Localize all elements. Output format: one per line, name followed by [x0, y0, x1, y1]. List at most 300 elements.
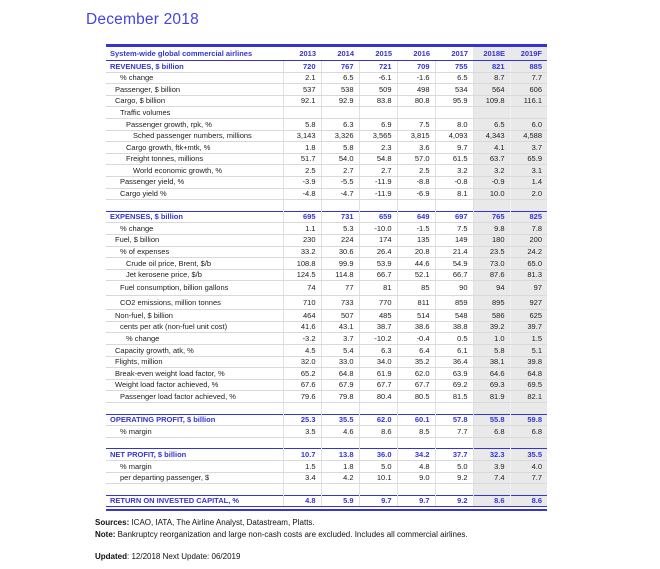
table-cell: 3,143 — [283, 130, 321, 142]
table-cell: 33.2 — [283, 246, 321, 258]
table-cell: 564 — [473, 84, 510, 96]
table-cell: -1.6 — [397, 72, 435, 84]
table-cell: -0.4 — [397, 333, 435, 345]
column-header-2019f: 2019F — [510, 46, 547, 61]
table-cell: 65.2 — [283, 368, 321, 380]
table-cell: 1.0 — [473, 333, 510, 345]
table-cell: 21.4 — [435, 246, 473, 258]
table-cell: 77 — [321, 281, 359, 296]
table-cell: 6.4 — [397, 345, 435, 357]
table-cell: 6.5 — [473, 118, 510, 130]
table-cell: 4,093 — [435, 130, 473, 142]
table-cell: 39.2 — [473, 321, 510, 333]
row-label: REVENUES, $ billion — [106, 61, 283, 73]
row-label: % margin — [106, 461, 283, 473]
table-cell: 79.8 — [321, 391, 359, 403]
row-label: % change — [106, 72, 283, 84]
table-cell: 3.7 — [510, 142, 547, 154]
column-header-2014: 2014 — [321, 46, 359, 61]
table-row — [106, 223, 547, 235]
table-cell — [359, 484, 397, 496]
table-cell — [283, 403, 321, 415]
table-cell: -11.9 — [359, 188, 397, 200]
table-cell — [359, 403, 397, 415]
table-cell: -1.5 — [397, 223, 435, 235]
table-row — [106, 234, 547, 246]
table-cell: 731 — [321, 211, 359, 223]
table-cell — [435, 107, 473, 119]
row-label: Cargo growth, ftk+mtk, % — [106, 142, 283, 154]
table-cell: 43.1 — [321, 321, 359, 333]
table-cell: 65.0 — [510, 258, 547, 270]
table-cell: 825 — [510, 211, 547, 223]
table-cell: 92.9 — [321, 95, 359, 107]
table-cell: -3.9 — [283, 176, 321, 188]
spacer-row — [106, 200, 547, 212]
table-cell: 1.5 — [283, 461, 321, 473]
section-row — [106, 449, 547, 461]
table-cell: 4,588 — [510, 130, 547, 142]
table-cell: 180 — [473, 234, 510, 246]
table-row — [106, 356, 547, 368]
table-cell: 95.9 — [435, 95, 473, 107]
table-row — [106, 426, 547, 438]
table-cell: -11.9 — [359, 176, 397, 188]
table-cell: 514 — [397, 310, 435, 322]
table-cell: 8.6 — [359, 426, 397, 438]
table-cell: 895 — [473, 295, 510, 310]
row-label: Sched passenger numbers, millions — [106, 130, 283, 142]
row-label: % change — [106, 223, 283, 235]
table-cell: 13.8 — [321, 449, 359, 461]
table-cell: 6.5 — [435, 72, 473, 84]
table-cell — [321, 484, 359, 496]
table-cell — [397, 200, 435, 212]
table-row — [106, 258, 547, 270]
table-cell: 5.8 — [473, 345, 510, 357]
table-cell: 859 — [435, 295, 473, 310]
table-cell — [283, 437, 321, 449]
row-label — [106, 200, 283, 212]
table-cell — [321, 403, 359, 415]
table-row — [106, 95, 547, 107]
table-cell: 57.8 — [435, 414, 473, 426]
table-cell: 32.0 — [283, 356, 321, 368]
table-cell: 114.8 — [321, 269, 359, 281]
table-cell: 34.2 — [397, 449, 435, 461]
table-cell: 2.1 — [283, 72, 321, 84]
table-cell: 6.8 — [473, 426, 510, 438]
table-cell — [473, 437, 510, 449]
table-cell — [397, 484, 435, 496]
updated-label: Updated — [95, 552, 127, 561]
table-cell: -8.8 — [397, 176, 435, 188]
table-cell — [435, 403, 473, 415]
row-label: Capacity growth, atk, % — [106, 345, 283, 357]
table-cell: 4.6 — [321, 426, 359, 438]
row-label: OPERATING PROFIT, $ billion — [106, 414, 283, 426]
table-cell: 38.6 — [397, 321, 435, 333]
airlines-table — [106, 44, 547, 507]
table-cell: 9.7 — [359, 495, 397, 507]
table-row — [106, 153, 547, 165]
table-cell: 3.4 — [283, 472, 321, 484]
table-row — [106, 269, 547, 281]
table-cell — [359, 200, 397, 212]
table-cell: 2.7 — [321, 165, 359, 177]
table-cell: 7.7 — [510, 72, 547, 84]
table-cell — [510, 403, 547, 415]
table-row — [106, 165, 547, 177]
table-cell — [510, 200, 547, 212]
table-cell: 38.1 — [473, 356, 510, 368]
note-text: Bankruptcy reorganization and large non-cash costs are excluded. Includes all commercial airlines. — [115, 530, 468, 539]
table-cell — [283, 107, 321, 119]
table-cell: 3.7 — [321, 333, 359, 345]
row-label: Non-fuel, $ billion — [106, 310, 283, 322]
table-cell: 695 — [283, 211, 321, 223]
table-cell: 124.5 — [283, 269, 321, 281]
row-label: Passenger load factor achieved, % — [106, 391, 283, 403]
table-cell: 149 — [435, 234, 473, 246]
table-cell: 57.0 — [397, 153, 435, 165]
table-cell: 23.5 — [473, 246, 510, 258]
table-bottom-double-rule — [106, 509, 547, 511]
row-label: Jet kerosene price, $/b — [106, 269, 283, 281]
table-cell: 625 — [510, 310, 547, 322]
table-row — [106, 188, 547, 200]
table-cell: 54.0 — [321, 153, 359, 165]
table-cell — [321, 107, 359, 119]
table-cell: 538 — [321, 84, 359, 96]
table-cell — [510, 107, 547, 119]
row-label: Cargo yield % — [106, 188, 283, 200]
column-header-2016: 2016 — [397, 46, 435, 61]
spacer-row — [106, 484, 547, 496]
table-cell: -5.5 — [321, 176, 359, 188]
table-cell: 5.8 — [321, 142, 359, 154]
table-cell: 6.1 — [435, 345, 473, 357]
table-row — [106, 107, 547, 119]
footer — [95, 517, 615, 563]
table-cell: -10.0 — [359, 223, 397, 235]
table-cell: -4.7 — [321, 188, 359, 200]
table-cell: 83.8 — [359, 95, 397, 107]
row-label: NET PROFIT, $ billion — [106, 449, 283, 461]
table-cell: 67.6 — [283, 379, 321, 391]
table-cell: 5.9 — [321, 495, 359, 507]
table-cell: 4.2 — [321, 472, 359, 484]
table-cell: 69.2 — [435, 379, 473, 391]
table-cell: -0.8 — [435, 176, 473, 188]
table-cell: 485 — [359, 310, 397, 322]
section-row — [106, 211, 547, 223]
table-cell: 9.2 — [435, 495, 473, 507]
table-cell: 53.9 — [359, 258, 397, 270]
row-label: World economic growth, % — [106, 165, 283, 177]
table-cell: 755 — [435, 61, 473, 73]
table-row — [106, 368, 547, 380]
row-label: Cargo, $ billion — [106, 95, 283, 107]
header-row — [106, 46, 547, 61]
table-row — [106, 142, 547, 154]
row-label: Fuel consumption, billion gallons — [106, 281, 283, 296]
table-cell: 3.6 — [397, 142, 435, 154]
table-cell: 60.1 — [397, 414, 435, 426]
table-cell: 5.0 — [435, 461, 473, 473]
table-row — [106, 333, 547, 345]
table-cell: 73.0 — [473, 258, 510, 270]
table-cell: 4.0 — [510, 461, 547, 473]
table-cell: 52.1 — [397, 269, 435, 281]
table-cell: 135 — [397, 234, 435, 246]
table-cell: 767 — [321, 61, 359, 73]
table-cell: 1.8 — [321, 461, 359, 473]
table-cell: 64.8 — [321, 368, 359, 380]
table-row — [106, 281, 547, 296]
table-cell: 65.9 — [510, 153, 547, 165]
table-cell: 8.5 — [397, 426, 435, 438]
table-cell — [510, 437, 547, 449]
table-cell: -0.9 — [473, 176, 510, 188]
table-cell: 34.0 — [359, 356, 397, 368]
table-cell: 9.8 — [473, 223, 510, 235]
row-label: RETURN ON INVESTED CAPITAL, % — [106, 495, 283, 507]
table-cell — [397, 403, 435, 415]
table-cell: 7.7 — [435, 426, 473, 438]
table-cell: -10.2 — [359, 333, 397, 345]
table-cell: 7.4 — [473, 472, 510, 484]
table-row — [106, 246, 547, 258]
table-cell: 1.1 — [283, 223, 321, 235]
table-cell: 8.7 — [473, 72, 510, 84]
table-row — [106, 84, 547, 96]
row-label: Crude oil price, Brent, $/b — [106, 258, 283, 270]
table-cell: 63.7 — [473, 153, 510, 165]
table-cell: 498 — [397, 84, 435, 96]
table-cell: 507 — [321, 310, 359, 322]
table-cell: 5.1 — [510, 345, 547, 357]
row-label: % of expenses — [106, 246, 283, 258]
table-cell: 24.2 — [510, 246, 547, 258]
section-row — [106, 61, 547, 73]
table-cell: 36.0 — [359, 449, 397, 461]
table-cell: 3.9 — [473, 461, 510, 473]
note-label: Note: — [95, 530, 116, 539]
row-label: Passenger, $ billion — [106, 84, 283, 96]
table-cell: 69.3 — [473, 379, 510, 391]
table-cell: 6.8 — [510, 426, 547, 438]
table-cell: 94 — [473, 281, 510, 296]
table-cell: 3.5 — [283, 426, 321, 438]
table-cell: 2.3 — [359, 142, 397, 154]
table-cell: 7.7 — [510, 472, 547, 484]
table-cell: 659 — [359, 211, 397, 223]
table-cell: 61.5 — [435, 153, 473, 165]
table-cell — [473, 484, 510, 496]
table-cell: 534 — [435, 84, 473, 96]
table-cell — [435, 437, 473, 449]
table-cell: 37.7 — [435, 449, 473, 461]
section-row — [106, 495, 547, 507]
table-cell: 80.5 — [397, 391, 435, 403]
table-cell: 33.0 — [321, 356, 359, 368]
table-row — [106, 345, 547, 357]
table-cell: 39.7 — [510, 321, 547, 333]
table-cell: 10.7 — [283, 449, 321, 461]
table-row — [106, 130, 547, 142]
table-cell: 811 — [397, 295, 435, 310]
table-cell: 30.6 — [321, 246, 359, 258]
table-cell: 108.8 — [283, 258, 321, 270]
table-row — [106, 321, 547, 333]
table-row — [106, 391, 547, 403]
row-label: Freight tonnes, millions — [106, 153, 283, 165]
table-cell: 885 — [510, 61, 547, 73]
table-cell — [435, 484, 473, 496]
table-cell: 4.1 — [473, 142, 510, 154]
table-cell: -6.9 — [397, 188, 435, 200]
updated-text: : 12/2018 Next Update: 06/2019 — [127, 552, 241, 561]
table-cell — [473, 200, 510, 212]
table-cell: 61.9 — [359, 368, 397, 380]
table-row — [106, 118, 547, 130]
table-cell: 765 — [473, 211, 510, 223]
table-cell: 9.7 — [397, 495, 435, 507]
table-cell: 821 — [473, 61, 510, 73]
table-cell: 720 — [283, 61, 321, 73]
table-cell — [359, 437, 397, 449]
table-cell: 6.0 — [510, 118, 547, 130]
table-cell: 38.8 — [435, 321, 473, 333]
table-cell: 35.2 — [397, 356, 435, 368]
table-cell: 4.5 — [283, 345, 321, 357]
page-title: December 2018 — [86, 11, 199, 28]
column-header-2017: 2017 — [435, 46, 473, 61]
row-label: per departing passenger, $ — [106, 472, 283, 484]
table-cell: 116.1 — [510, 95, 547, 107]
table-row — [106, 461, 547, 473]
table-cell: 32.3 — [473, 449, 510, 461]
table-cell: 54.9 — [435, 258, 473, 270]
table-cell: 109.8 — [473, 95, 510, 107]
row-label — [106, 403, 283, 415]
updated-line — [95, 551, 615, 563]
row-label: EXPENSES, $ billion — [106, 211, 283, 223]
table-cell: 1.4 — [510, 176, 547, 188]
sources-line — [95, 517, 615, 529]
table-header — [106, 46, 547, 61]
table-body — [106, 61, 547, 507]
table-cell: 62.0 — [397, 368, 435, 380]
table-cell: 41.6 — [283, 321, 321, 333]
row-label: Passenger yield, % — [106, 176, 283, 188]
table-cell — [473, 107, 510, 119]
table-cell: 35.5 — [510, 449, 547, 461]
table-cell: 8.1 — [435, 188, 473, 200]
table-cell: 81.3 — [510, 269, 547, 281]
table-cell: 97 — [510, 281, 547, 296]
spacer-row — [106, 403, 547, 415]
table-cell: 87.6 — [473, 269, 510, 281]
row-label: % margin — [106, 426, 283, 438]
table-cell: 67.7 — [359, 379, 397, 391]
table-cell: 67.9 — [321, 379, 359, 391]
table-cell — [321, 200, 359, 212]
table-row — [106, 72, 547, 84]
table-cell: 25.3 — [283, 414, 321, 426]
table-cell: 79.6 — [283, 391, 321, 403]
table-cell: 35.5 — [321, 414, 359, 426]
table-cell: 230 — [283, 234, 321, 246]
table-cell: 8.6 — [510, 495, 547, 507]
table-cell: 6.3 — [321, 118, 359, 130]
table-cell: 2.0 — [510, 188, 547, 200]
table-cell: 74 — [283, 281, 321, 296]
table-cell: 509 — [359, 84, 397, 96]
table-cell: 54.8 — [359, 153, 397, 165]
table-cell: 3.1 — [510, 165, 547, 177]
table-cell: 5.8 — [283, 118, 321, 130]
table-cell — [473, 403, 510, 415]
sources-label: Sources: — [95, 518, 130, 527]
table-cell: 10.0 — [473, 188, 510, 200]
table-row — [106, 379, 547, 391]
table-cell: 3,565 — [359, 130, 397, 142]
row-label: CO2 emissions, million tonnes — [106, 295, 283, 310]
table-cell: -3.2 — [283, 333, 321, 345]
table-cell: 80.4 — [359, 391, 397, 403]
table-cell — [359, 107, 397, 119]
table-cell — [283, 484, 321, 496]
table-cell: 0.5 — [435, 333, 473, 345]
table-cell: 4.8 — [397, 461, 435, 473]
table-cell: 80.8 — [397, 95, 435, 107]
table-cell: 5.3 — [321, 223, 359, 235]
table-cell: 20.8 — [397, 246, 435, 258]
table-row — [106, 295, 547, 310]
table-cell: 6.9 — [359, 118, 397, 130]
table-cell: 709 — [397, 61, 435, 73]
table-cell: 770 — [359, 295, 397, 310]
table-cell: 44.6 — [397, 258, 435, 270]
table-cell: 38.7 — [359, 321, 397, 333]
table-cell: 6.5 — [321, 72, 359, 84]
table-cell: 2.7 — [359, 165, 397, 177]
row-label: cents per atk (non-fuel unit cost) — [106, 321, 283, 333]
section-row — [106, 414, 547, 426]
table-cell: 63.9 — [435, 368, 473, 380]
table-cell: 697 — [435, 211, 473, 223]
table-row — [106, 176, 547, 188]
table-cell: 81.9 — [473, 391, 510, 403]
table-cell: 2.5 — [283, 165, 321, 177]
table-cell: 90 — [435, 281, 473, 296]
table-cell: 39.8 — [510, 356, 547, 368]
table-cell: 55.8 — [473, 414, 510, 426]
sources-text: ICAO, IATA, The Airline Analyst, Datastream, Platts. — [129, 518, 315, 527]
column-header-2013: 2013 — [283, 46, 321, 61]
table-cell: -4.8 — [283, 188, 321, 200]
table-cell: 92.1 — [283, 95, 321, 107]
table-cell: 82.1 — [510, 391, 547, 403]
table-title-header: System-wide global commercial airlines — [106, 46, 283, 61]
table-cell: 4,343 — [473, 130, 510, 142]
table-cell: 1.8 — [283, 142, 321, 154]
table-cell: 8.0 — [435, 118, 473, 130]
column-header-2015: 2015 — [359, 46, 397, 61]
table-row — [106, 310, 547, 322]
